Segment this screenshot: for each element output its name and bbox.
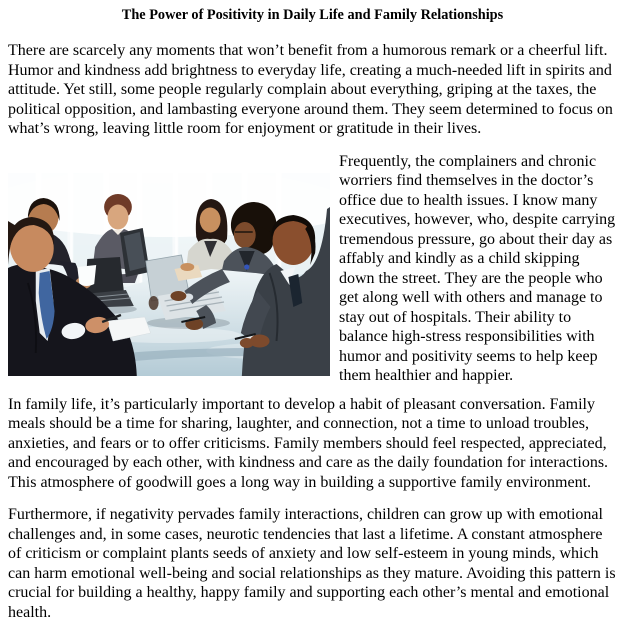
paragraph-executives — [8, 152, 617, 386]
document-title: The Power of Positivity in Daily Life and Family Relationships — [121, 7, 504, 23]
business-meeting-photo — [8, 173, 330, 376]
paragraph-intro: There are scarcely any moments that won’t benefit from a humorous remark or a cheerful lift. Humor and kindness add brightness to everyday life, creating a much-needed lift in spirits and attitude. Yet still, some people regularly complain about everything, griping at the taxes, the political opposition, and lambasting everyone around them. They seem determined to focus on what’s wrong, leaving little room for enjoyment or gratitude in their lives. — [8, 42, 613, 137]
paragraph-family: In family life, it’s particularly important to develop a habit of pleasant conversation. Family meals should be a time for sharing, laughter, and connection, not a time to unload troubles, anxieties, and fears or to offer criticisms. Family members should feel respected, appreciated, and encouraged by each other, with kindness and care as the daily foundation for interactions. This atmosphere of goodwill goes a long way in building a supportive family environment. — [8, 395, 609, 491]
paragraph-negativity: Furthermore, if negativity pervades family interactions, children can grow up with emotional challenges and, in some cases, neurotic tendencies that last a lifetime. A constant atmosphere of criticism or complaint plants seeds of anxiety and low self-esteem in young minds, which can harm emotional well-being and social relationships as they mature. Avoiding this pattern is crucial for building a healthy, happy family and supporting each other’s mental and emotional health. — [8, 506, 616, 621]
paragraph-executives-text: Frequently, the complainers and chronic worriers find themselves in the doctor’s office due to health issues. I know many executives, however, who, despite carrying tremendous pressure, go about their day as affably and kindly as a child skipping down the street. They are the people who get along well with others and manage to stay out of hospitals. Their ability to balance high-stress responsibilities with humor and positivity seems to help keep them healthier and happier. — [339, 152, 616, 384]
